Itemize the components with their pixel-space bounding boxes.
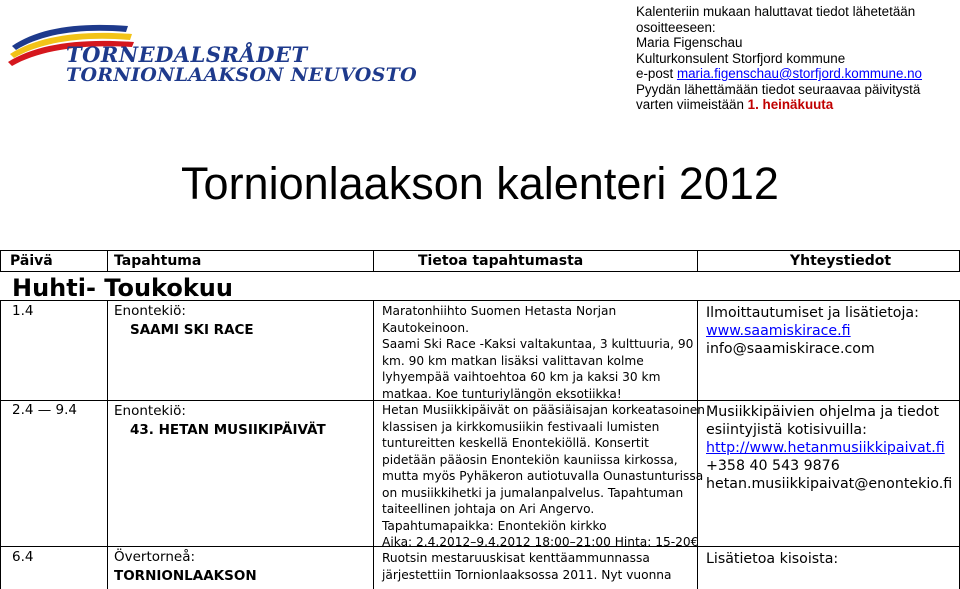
desc-line: Kautokeinoon. bbox=[382, 320, 469, 335]
desc-line: Aika: 2.4.2012–9.4.2012 18:00–21:00 Hinta: 15-20€ bbox=[382, 535, 699, 549]
event-date: 6.4 bbox=[12, 549, 34, 565]
header-contact: Yhteystiedot bbox=[790, 253, 892, 269]
desc-line: matkaa. Koe tunturiylängön eksotiikka! bbox=[382, 386, 622, 401]
event-contact bbox=[706, 550, 838, 568]
contact-text: Ilmoittautumiset ja lisätietoja: bbox=[706, 305, 919, 321]
contact-text: Lisätietoa kisoista: bbox=[706, 551, 839, 567]
desc-line: klassisen ja kirkkomusiikin festivaali lumisten bbox=[382, 419, 660, 434]
desc-line: järjestettiin Tornionlaaksossa 2011. Nyt vuonna bbox=[382, 567, 672, 582]
col-border bbox=[373, 300, 374, 589]
desc-line: Ruotsin mestaruuskisat kenttäammunnassa bbox=[382, 551, 650, 565]
desc-line: mutta myös Pyhäkeron autiotuvalla Ounastunturissa bbox=[382, 469, 704, 483]
logo-text-line2: TORNIONLAAKSON NEUVOSTO bbox=[66, 64, 417, 86]
contact-phone: +358 40 543 9876 bbox=[706, 458, 840, 474]
desc-line: Tapahtumapaikka: Enontekiön kirkko bbox=[382, 518, 607, 533]
contact-line: osoitteeseen: bbox=[636, 19, 716, 35]
event-description bbox=[382, 550, 672, 583]
contact-email-link[interactable]: maria.figenschau@storfjord.kommune.no bbox=[676, 66, 923, 81]
contact-website-link[interactable]: http://www.hetanmusiikkipaivat.fi bbox=[706, 440, 945, 456]
event-date: 2.4 — 9.4 bbox=[12, 402, 78, 418]
contact-line: Pyydän lähettämään tiedot seuraavaa päivitystä bbox=[636, 81, 921, 97]
header-bottom-border bbox=[0, 271, 960, 272]
event-description bbox=[382, 303, 693, 402]
contact-email: hetan.musiikkipaivat@enontekio.fi bbox=[706, 476, 953, 492]
desc-line: Maratonhiihto Suomen Hetasta Norjan bbox=[382, 304, 617, 318]
col-border bbox=[107, 300, 108, 589]
logo bbox=[8, 18, 417, 102]
contact-text: esiintyjistä kotisivuilla: bbox=[706, 422, 867, 438]
contact-email: info@saamiskirace.com bbox=[706, 341, 875, 357]
header-info: Tietoa tapahtumasta bbox=[418, 253, 584, 269]
deadline-prefix: varten viimeistään bbox=[636, 97, 748, 112]
event-place: Enontekiö: bbox=[114, 403, 186, 419]
header-day: Päivä bbox=[10, 253, 53, 269]
desc-line: on musiikkihetki ja jumalanpalvelus. Tapahtuman bbox=[382, 485, 684, 500]
contact-name: Maria Figenschau bbox=[636, 35, 743, 50]
desc-line: km. 90 km matkan lisäksi valittavan kolme bbox=[382, 353, 644, 368]
desc-line: tuntureitten keskellä Enontekiöllä. Konsertit bbox=[382, 436, 649, 450]
submission-contact bbox=[636, 4, 958, 113]
desc-line: lyhyempää vaihtoehtoa 60 km ja kaksi 30 km bbox=[382, 370, 661, 384]
contact-line: Kalenteriin mukaan haluttavat tiedot lähetetään bbox=[636, 4, 916, 19]
desc-line: Saami Ski Race -Kaksi valtakuntaa, 3 kulttuuria, 90 bbox=[382, 337, 694, 351]
event-name: SAAMI SKI RACE bbox=[130, 322, 254, 338]
contact-text: Musiikkipäivien ohjelma ja tiedot bbox=[706, 404, 940, 420]
header-event: Tapahtuma bbox=[114, 253, 202, 269]
contact-org: Kulturkonsulent Storfjord kommune bbox=[636, 50, 846, 66]
event-contact bbox=[706, 304, 919, 358]
desc-line: Hetan Musiikkipäivät on pääsiäisajan korkeatasoinen bbox=[382, 403, 705, 417]
event-contact bbox=[706, 403, 952, 493]
contact-email-row bbox=[636, 66, 958, 82]
page-title: Tornionlaakson kalenteri 2012 bbox=[181, 158, 779, 209]
table-header bbox=[0, 251, 960, 271]
email-prefix: e-post bbox=[636, 66, 677, 81]
month-heading: Huhti- Toukokuu bbox=[12, 274, 233, 302]
event-name: 43. HETAN MUSIIKIPÄIVÄT bbox=[130, 422, 326, 438]
event-name: TORNIONLAAKSON bbox=[114, 568, 257, 584]
logo-text-line1: TORNEDALSRÅDET bbox=[66, 42, 308, 67]
event-place: Enontekiö: bbox=[114, 303, 186, 319]
event-date: 1.4 bbox=[12, 303, 34, 319]
event-description bbox=[382, 402, 705, 551]
event-place: Övertorneå: bbox=[114, 549, 196, 565]
col-border bbox=[0, 300, 1, 589]
contact-deadline-row bbox=[636, 97, 958, 113]
contact-website-link[interactable]: www.saamiskirace.fi bbox=[706, 323, 851, 339]
deadline: 1. heinäkuuta bbox=[747, 97, 834, 112]
desc-line: taiteellinen johtaja on Ari Angervo. bbox=[382, 502, 595, 516]
desc-line: pidetään pääosin Enontekiön kauniissa kirkossa, bbox=[382, 452, 678, 467]
